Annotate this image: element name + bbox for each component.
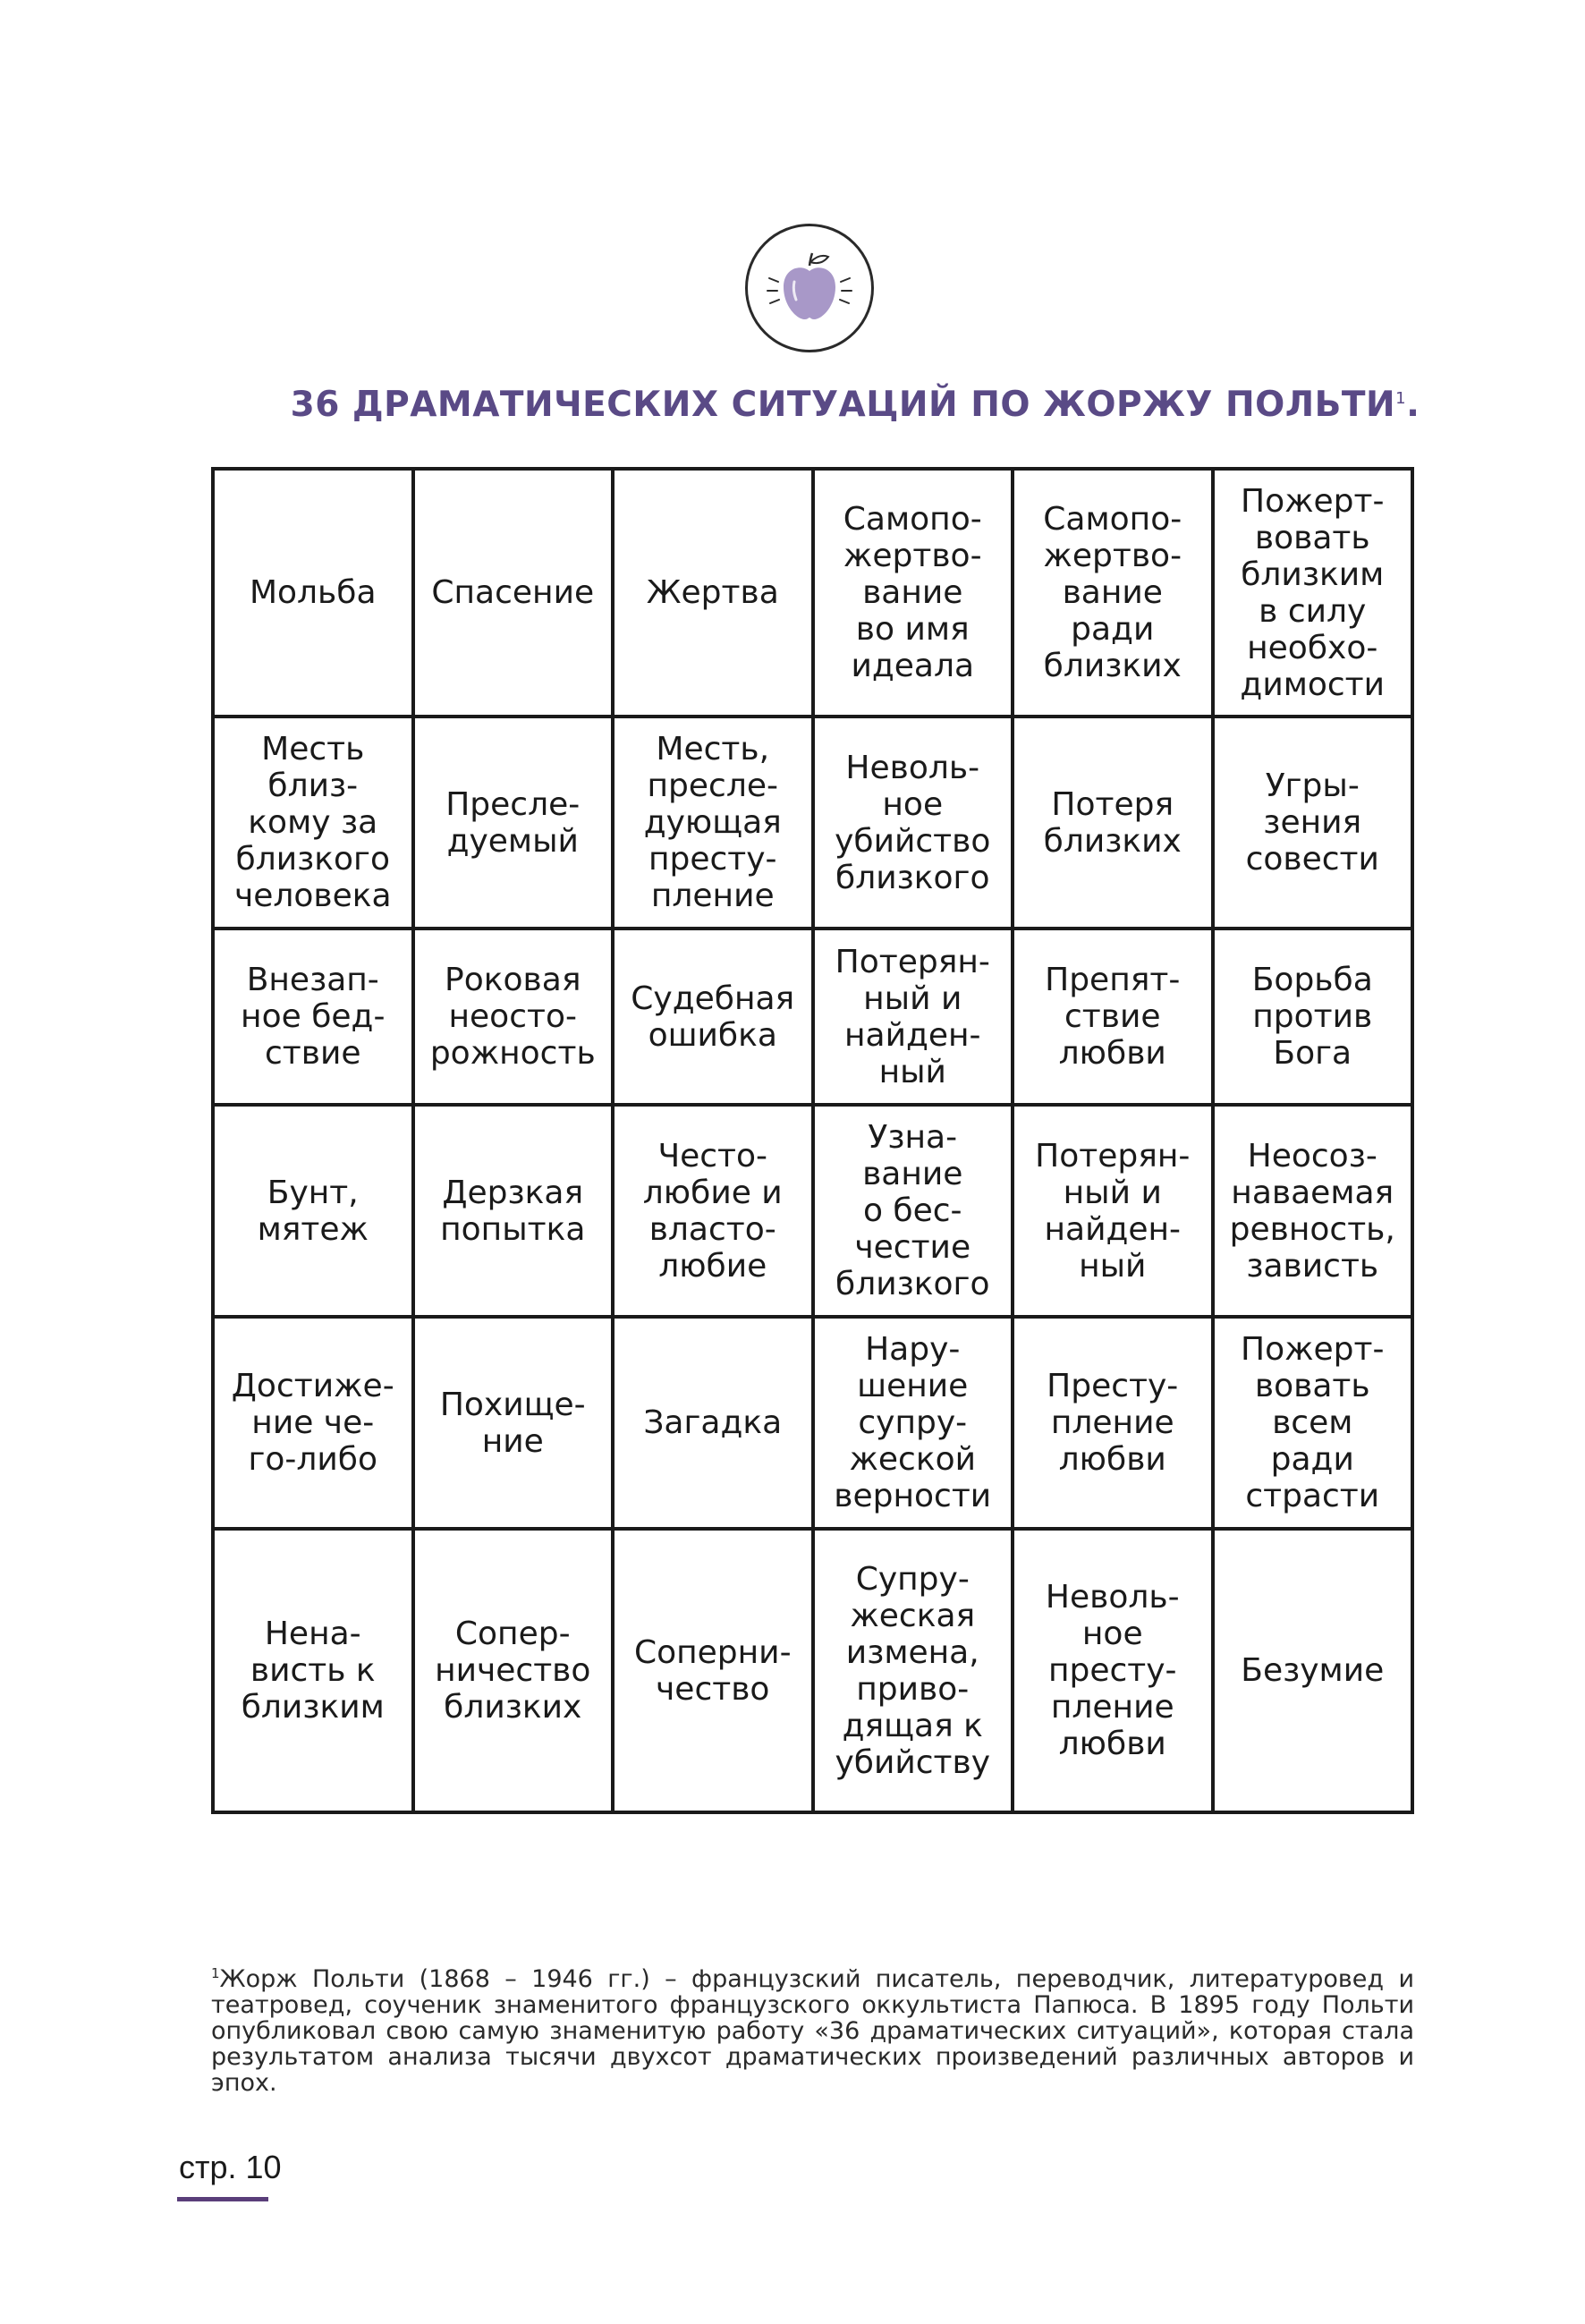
table-cell: Потерян- ный и найден- ный bbox=[1013, 1105, 1213, 1317]
table-cell: Самопо- жертво- вание ради близких bbox=[1013, 469, 1213, 717]
table-cell: Спасение bbox=[413, 469, 614, 717]
table-row bbox=[213, 1105, 1412, 1317]
table-cell: Неосоз- наваемая ревность, зависть bbox=[1213, 1105, 1413, 1317]
table-cell: Дерзкая попытка bbox=[413, 1105, 614, 1317]
table-cell: Жертва bbox=[613, 469, 813, 717]
table-cell: Неволь- ное убийство близкого bbox=[813, 717, 1013, 929]
table-cell: Месть, пресле- дующая престу- пление bbox=[613, 717, 813, 929]
situations-table bbox=[211, 467, 1414, 1814]
table-cell: Нена- висть к близким bbox=[213, 1529, 413, 1812]
table-row bbox=[213, 1317, 1412, 1529]
table-cell: Потеря близких bbox=[1013, 717, 1213, 929]
footnote-mark: 1 bbox=[211, 1965, 220, 1981]
table-cell: Препят- ствие любви bbox=[1013, 929, 1213, 1105]
title-footnote-mark: 1 bbox=[1395, 389, 1407, 408]
table-cell: Неволь- ное престу- пление любви bbox=[1013, 1529, 1213, 1812]
table-cell: Месть близ- кому за близкого человека bbox=[213, 717, 413, 929]
title-text: 36 ДРАМАТИЧЕСКИХ СИТУАЦИЙ ПО ЖОРЖУ ПОЛЬТИ bbox=[290, 385, 1396, 425]
table-cell: Роковая неосто- рожность bbox=[413, 929, 614, 1105]
table-cell: Загадка bbox=[613, 1317, 813, 1529]
page-title bbox=[0, 385, 1585, 425]
apple-icon bbox=[748, 226, 871, 350]
table-row bbox=[213, 469, 1412, 717]
table-row bbox=[213, 929, 1412, 1105]
table-cell: Самопо- жертво- вание во имя идеала bbox=[813, 469, 1013, 717]
table-cell: Достиже- ние че- го-либо bbox=[213, 1317, 413, 1529]
table-cell: Угры- зения совести bbox=[1213, 717, 1413, 929]
table-cell: Безумие bbox=[1213, 1529, 1413, 1812]
title-period: . bbox=[1406, 385, 1420, 425]
table-row bbox=[213, 1529, 1412, 1812]
table-row bbox=[213, 717, 1412, 929]
table-cell: Бунт, мятеж bbox=[213, 1105, 413, 1317]
table-cell: Похище- ние bbox=[413, 1317, 614, 1529]
table-cell: Нару- шение супру- жеской верности bbox=[813, 1317, 1013, 1529]
page-number: стр. 10 bbox=[179, 2149, 282, 2185]
table-cell: Соперни- чество bbox=[613, 1529, 813, 1812]
table-cell: Борьба против Бога bbox=[1213, 929, 1413, 1105]
table-cell: Пресле- дуемый bbox=[413, 717, 614, 929]
table-cell: Пожерт- вовать всем ради страсти bbox=[1213, 1317, 1413, 1529]
table-cell: Сопер- ничество близких bbox=[413, 1529, 614, 1812]
table-cell: Пожерт- вовать близким в силу необхо- димости bbox=[1213, 469, 1413, 717]
page-number-underline bbox=[177, 2197, 268, 2201]
table-cell: Узна- вание о бес- честие близкого bbox=[813, 1105, 1013, 1317]
table-cell: Внезап- ное бед- ствие bbox=[213, 929, 413, 1105]
table-cell: Потерян- ный и найден- ный bbox=[813, 929, 1013, 1105]
table-cell: Престу- пление любви bbox=[1013, 1317, 1213, 1529]
footnote bbox=[211, 1961, 1414, 2096]
footnote-text: Жорж Польти (1868 – 1946 гг.) – французский писатель, переводчик, литературовед и театровед, соученик знаменитого французского оккультиста Папюса. В 1895 году Польти опубликовал свою самую знаменитую работу «36 драматических ситуаций», которая стала результатом анализа тысячи двухсот драматических произведений различных авторов и эпох. bbox=[211, 1965, 1414, 2097]
table-cell: Мольба bbox=[213, 469, 413, 717]
table-cell: Судебная ошибка bbox=[613, 929, 813, 1105]
logo-badge bbox=[745, 224, 874, 352]
table-cell: Супру- жеская измена, приво- дящая к убийству bbox=[813, 1529, 1013, 1812]
table-cell: Често- любие и власто- любие bbox=[613, 1105, 813, 1317]
